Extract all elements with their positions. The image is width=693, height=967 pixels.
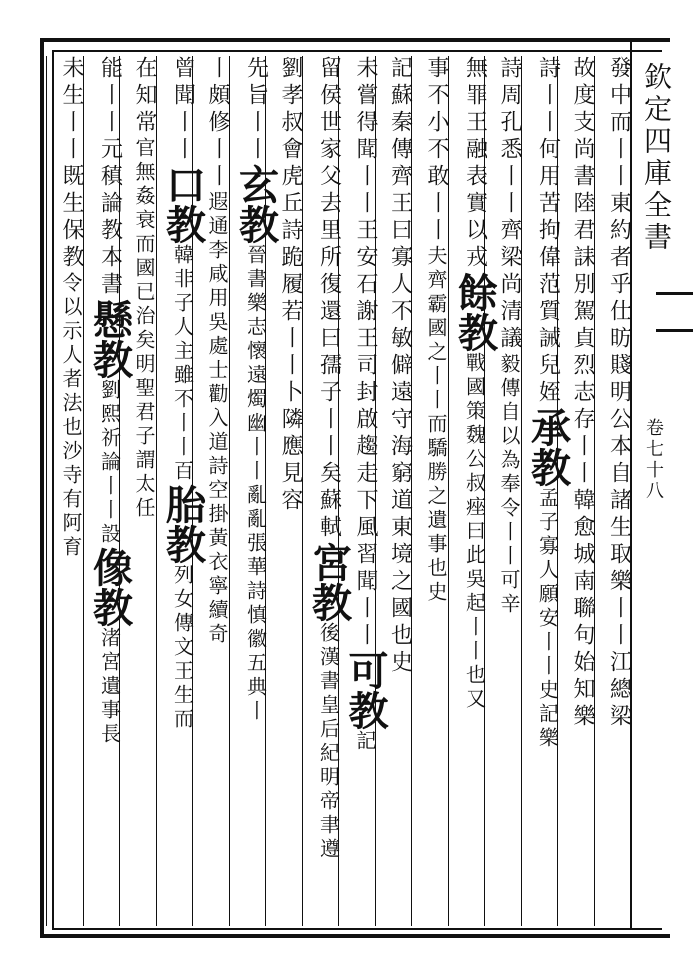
body-text: 發中而丨丨東約者乎仕昉賤明公本自諸生取樂丨丨江總梁: [606, 56, 632, 731]
body-text: 劉孝叔會虎丘詩跪履若丨丨卜隣應見容: [278, 56, 303, 515]
headword: 懸教: [86, 299, 134, 379]
annotation-text: 記: [353, 730, 377, 754]
annotation-text: 遐通李咸用吳處士勸入道詩空掛黃衣寧續奇: [205, 191, 229, 647]
column-text: [234, 56, 278, 724]
fish-tail-mark: [656, 292, 693, 332]
body-text: 故度支尚書陸君誄別駕貞烈志存丨丨韓愈城南聯句始知樂: [570, 56, 595, 731]
headword: 玄教: [232, 164, 280, 244]
book-title: 欽定四庫全書: [640, 62, 673, 254]
annotation-text: 夫齊霸國之丨丨而驕勝之遺事也史: [424, 245, 448, 605]
headword: 可教: [342, 650, 389, 730]
annotation-text: 官無姦衰而國已治矣: [132, 137, 156, 353]
body-text: 詩周孔悉丨丨齊梁尚清議: [497, 56, 522, 353]
headword: 像教: [86, 547, 134, 627]
annotation-text: 韓非子人主雖不丨丨百: [170, 244, 195, 484]
annotation-text: 沙寺有阿育: [59, 440, 83, 560]
annotation-text: 劉熙祈論丨丨設: [97, 379, 122, 547]
body-text: 詩丨丨何用苦拘偉范質誡兒姪: [535, 56, 561, 407]
column-text: [416, 56, 456, 605]
headword: 胎教: [159, 484, 207, 564]
body-text: 先旨丨丨: [243, 56, 269, 164]
headword: 餘教: [451, 272, 499, 352]
body-text: 曾聞丨丨: [170, 56, 196, 164]
annotation-text: 明聖君子謂太任: [132, 353, 156, 521]
annotation-text: 後漢書皇后紀明帝聿遵: [316, 622, 341, 862]
annotation-text: 列女傳文王生而: [170, 564, 195, 732]
headword: 承教: [524, 407, 572, 487]
text-column: [46, 56, 84, 926]
column-text: [51, 56, 91, 560]
body-text: 未嘗得聞丨丨王安石謝王司封啟趨走下風習聞丨丨: [353, 56, 378, 650]
annotation-text: 渚宮遺事長: [97, 627, 122, 747]
column-text: [88, 56, 132, 747]
annotation-text: 晉書樂志懷遠燭幽丨丨亂亂張華詩慎徽五典丨: [243, 244, 268, 724]
annotation-text: 戰國策魏公叔痤曰此吳起丨丨也又: [462, 352, 487, 712]
annotation-text: 令以示人者法也: [59, 272, 83, 440]
annotation-text: 孟子寡人願安丨丨史記樂: [535, 487, 560, 751]
column-text: [307, 56, 351, 862]
body-text: 丨頗修丨丨: [205, 56, 230, 191]
column-text: [599, 56, 639, 731]
body-text: 無罪王融表實以戎: [462, 56, 488, 272]
body-text: 事不小不敢丨丨: [424, 56, 449, 245]
body-text: 記蘇秦傳齊王曰寡人不敏僻遠守海窮道東境之國也史: [387, 56, 413, 677]
body-text: 在知常: [132, 56, 157, 137]
column-text: [526, 56, 570, 751]
annotation-text: 毅傳自以為奉令丨丨可辛: [497, 353, 521, 617]
body-text: 未生丨丨既生保教: [59, 56, 84, 272]
column-text: [453, 56, 497, 712]
body-text: 能丨丨元稹論教本書: [97, 56, 123, 299]
headword: 口教: [159, 164, 207, 244]
body-text: 留侯世家父去里所復還曰孺子丨丨矣蘇軾: [316, 56, 342, 542]
column-text: [161, 56, 205, 732]
headword: 宮教: [305, 542, 353, 622]
volume-number: 卷七十八: [643, 418, 664, 502]
